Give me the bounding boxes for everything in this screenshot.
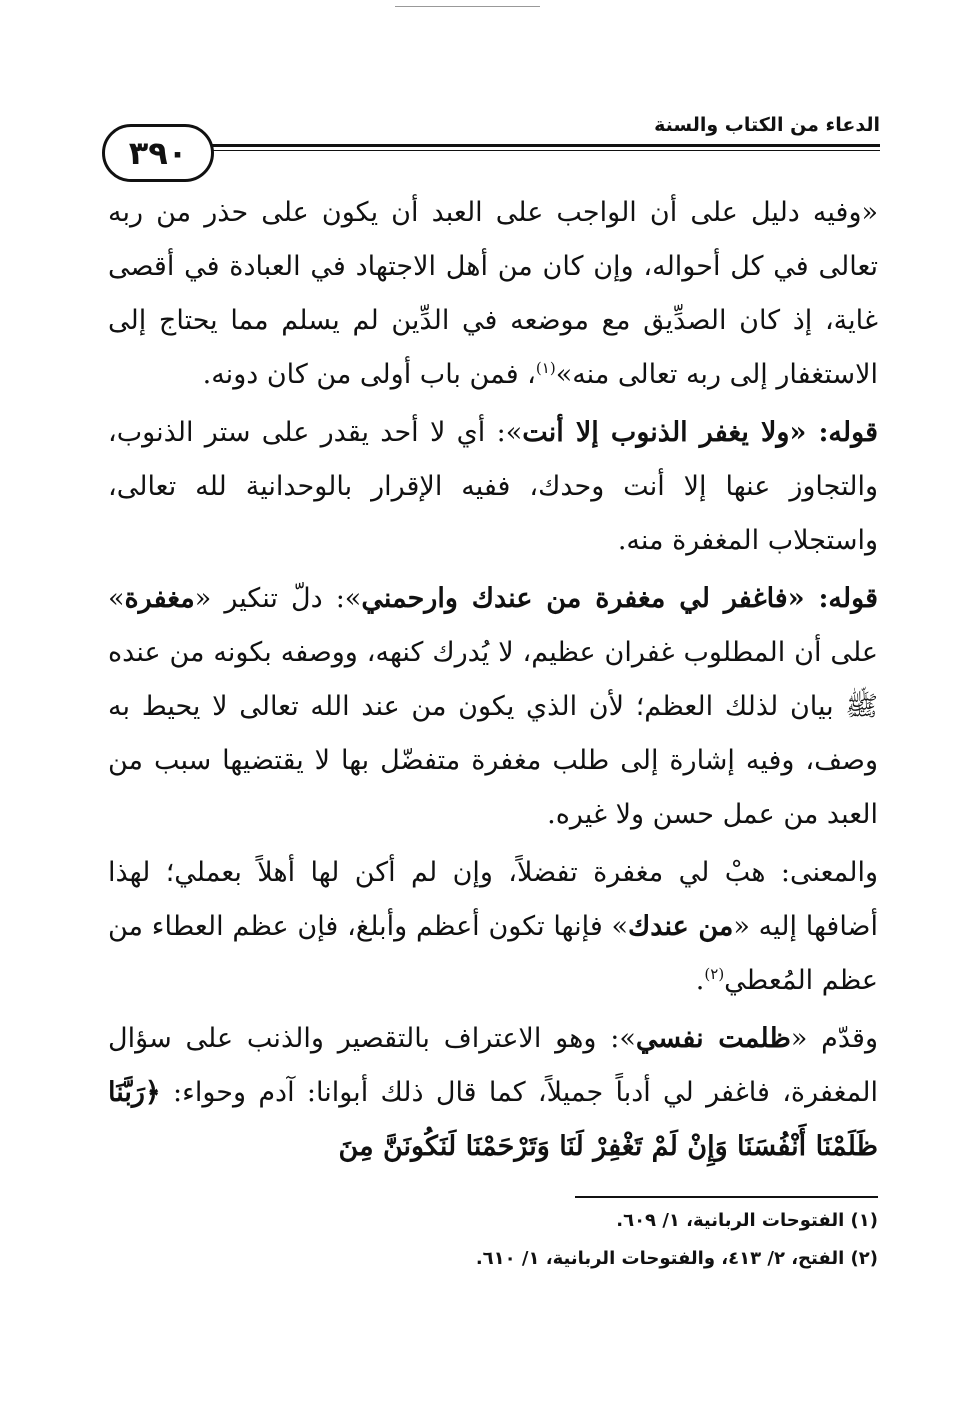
paragraph-1-tail: ، فمن باب أولى من كان دونه. — [202, 359, 536, 390]
paragraph-5-lead: وقدّم « — [790, 1023, 879, 1054]
paragraph-4 — [108, 846, 878, 1008]
top-edge-rule — [395, 6, 540, 7]
paragraph-1 — [108, 186, 878, 402]
paragraph-5-quote: ظلمت نفسي — [635, 1023, 791, 1054]
paragraph-4-rest: » فإنها تكون أعظم وأبلغ، فإن عظم العطاء من عظم المُعطي — [108, 911, 878, 996]
page-header — [100, 102, 880, 182]
footnote-1: (١) الفتوحات الربانية، ١/ ٦٠٩. — [616, 1210, 878, 1231]
paragraph-3 — [108, 572, 878, 842]
quran-verse: ﴿رَبَّنَا ظَلَمْنَا أَنْفُسَنَا وَإِنْ لَمْ تَغْفِرْ لَنَا وَتَرْحَمْنَا لَنَكُونَنَّ مِنَ — [108, 1077, 878, 1162]
footnote-2: (٢) الفتح، ٢/ ٤١٣، والفتوحات الربانية، ١/ ٦١٠. — [475, 1248, 878, 1269]
header-rule — [180, 144, 880, 147]
paragraph-2-lead: قوله: « — [789, 417, 878, 448]
running-title: الدعاء من الكتاب والسنة — [654, 114, 880, 136]
page-number: ٣٩٠ — [102, 124, 214, 182]
paragraph-4-lead: والمعنى: هبْ لي مغفرة تفضلاً، وإن لم أكن لها أهلاً بعملي؛ لهذا أضافها إليه « — [108, 857, 878, 942]
paragraph-2-rest: »: أي لا أحد يقدر على ستر الذنوب، والتجاوز عنها إلا أنت وحدك، ففيه الإقرار بالوحدانية لله تعالى، واستجلاب المغفرة منه. — [108, 417, 878, 556]
paragraph-5 — [108, 1012, 878, 1174]
footnote-ref-2: (٢) — [704, 965, 725, 983]
paragraph-3-quote: فاغفر لي مغفرة من عندك وارحمني — [361, 583, 788, 614]
footnote-ref-1: (١) — [535, 359, 556, 377]
paragraph-4-tail: . — [695, 965, 705, 996]
paragraph-2-quote: ولا يغفر الذنوب إلا أنت — [522, 417, 790, 448]
paragraph-3-quote2: مغفرة — [124, 583, 195, 614]
paragraph-3-lead: قوله: « — [787, 583, 878, 614]
paragraph-2 — [108, 406, 878, 568]
header-rule-thin — [180, 150, 880, 151]
paragraph-1-text: «وفيه دليل على أن الواجب على العبد أن يكون على حذر من ربه تعالى في كل أحواله، وإن كان من أهل الاجتهاد في العبادة في أقصى غاية، إذ كان الصدِّيق مع موضعه في الدِّين لم يسلم مما يحتاج إلى الاستغفار إلى ربه تعالى منه» — [108, 197, 878, 390]
body-text — [108, 186, 878, 1178]
paragraph-3-mid: »: دلّ تنكير « — [194, 583, 362, 614]
paragraph-4-quote: من عندك — [628, 911, 734, 942]
paragraph-5-rest: »: وهو الاعتراف بالتقصير والذنب على سؤال المغفرة، فاغفر لي أدباً جميلاً، كما قال ذلك أبوانا: آدم وحواء: — [108, 1023, 878, 1108]
paragraph-3-rest: » على أن المطلوب غفران عظيم، لا يُدرك كنهه، ووصفه بكونه من عنده ﷺ بيان لذلك العظم؛ لأن الذي يكون من عند الله تعالى لا يحيط به وصف، وفيه إشارة إلى طلب مغفرة متفضّل بها لا يقتضيها سبب من العبد من عمل حسن ولا غيره. — [108, 583, 878, 830]
footnote-separator — [575, 1196, 878, 1198]
footnotes — [300, 1202, 878, 1278]
